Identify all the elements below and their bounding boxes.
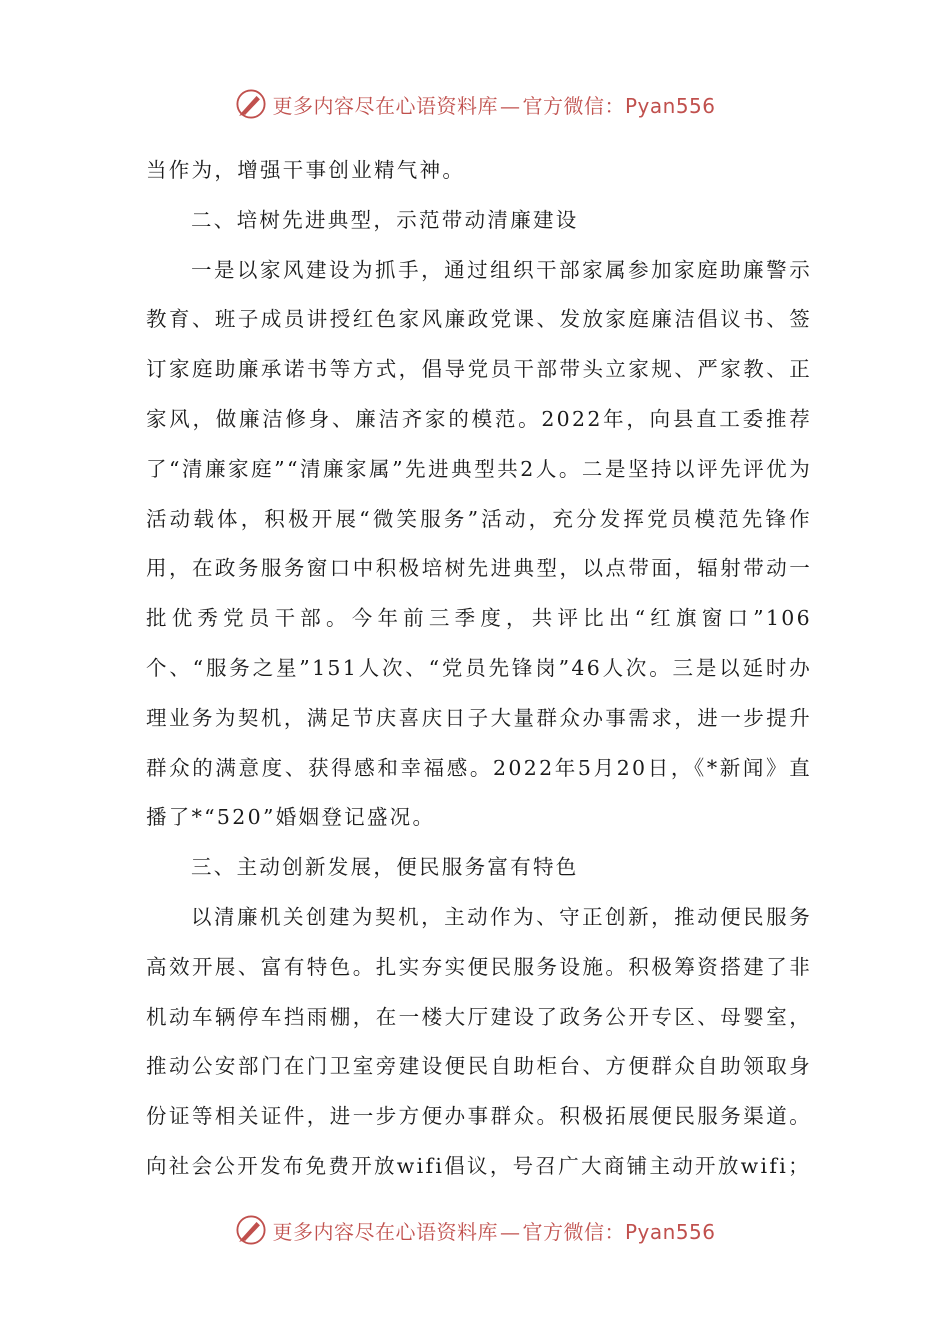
watermark-banner-bottom <box>0 1210 950 1250</box>
watermark-brand: 更多内容尽在心语资料库 <box>272 93 498 118</box>
pen-nib-logo-icon <box>234 87 268 121</box>
paragraph-section-2: 一是以家风建设为抓手，通过组织干部家属参加家庭助廉警示教育、班子成员讲授红色家风廉政党课、发放家庭廉洁倡议书、签订家庭助廉承诺书等方式，倡导党员干部带头立家规、严家教、正家风，做廉洁修身、廉洁齐家的模范。2022年，向县直工委推荐了“清廉家庭”“清廉家属”先进典型共2人。二是坚持以评先评优为活动载体，积极开展“微笑服务”活动，充分发挥党员模范先锋作用，在政务服务窗口中积极培树先进典型，以点带面，辐射带动一批优秀党员干部。今年前三季度，共评比出“红旗窗口”106个、“服务之星”151人次、“党员先锋岗”46人次。三是以延时办理业务为契机，满足节庆喜庆日子大量群众办事需求，进一步提升群众的满意度、获得感和幸福感。2022年5月20日，《*新闻》直播了*“520”婚姻登记盛况。 <box>146 257 812 830</box>
watermark-brand: 更多内容尽在心语资料库 <box>272 1219 498 1244</box>
paragraph-continuation: 当作为，增强干事创业精气神。 <box>146 158 466 182</box>
watermark-wechat-id: Pyan556 <box>624 93 716 118</box>
watermark-dash: — <box>499 93 521 118</box>
watermark-wechat-label: 官方微信： <box>522 1219 625 1244</box>
watermark-text <box>272 1216 715 1245</box>
watermark-wechat-label: 官方微信： <box>522 93 625 118</box>
paragraph-section-3: 以清廉机关创建为契机，主动作为、守正创新，推动便民服务高效开展、富有特色。扎实夯实便民服务设施。积极筹资搭建了非机动车辆停车挡雨棚，在一楼大厅建设了政务公开专区、母婴室，推动公安部门在门卫室旁建设便民自助柜台、方便群众自助领取身份证等相关证件，进一步方便办事群众。积极拓展便民服务渠道。向社会公开发布免费开放wifi倡议，号召广大商铺主动开放wifi； <box>146 904 812 1178</box>
section-heading-2: 二、培树先进典型，示范带动清廉建设 <box>191 207 579 232</box>
watermark-text <box>272 90 715 119</box>
watermark-dash: — <box>499 1219 521 1244</box>
document-body <box>146 146 812 1192</box>
section-heading-3: 三、主动创新发展，便民服务富有特色 <box>191 855 579 880</box>
pen-nib-logo-icon <box>234 1213 268 1247</box>
watermark-banner-top <box>0 84 950 124</box>
watermark-wechat-id: Pyan556 <box>624 1219 716 1244</box>
